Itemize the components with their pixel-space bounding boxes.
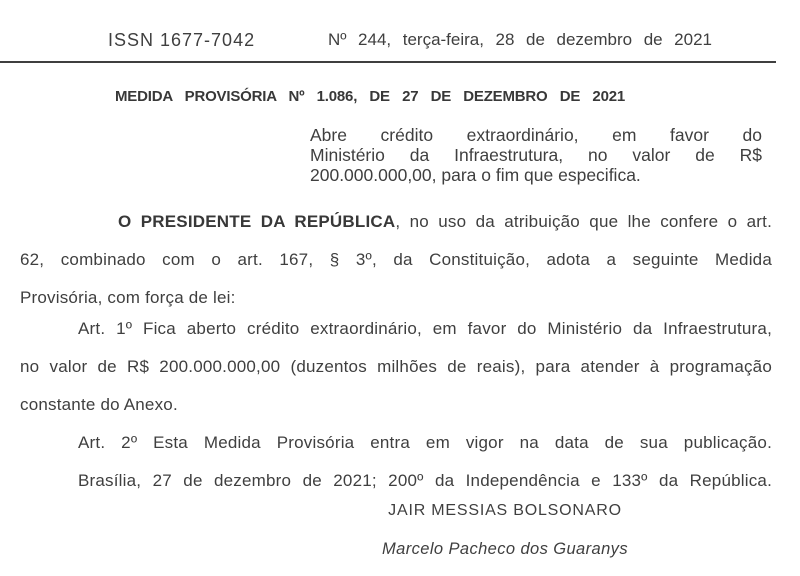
ementa-summary [310, 125, 762, 185]
preamble-line-1-rest: , no uso da atribuição que lhe confere o art. [395, 212, 772, 231]
issn-label: ISSN 1677-7042 [108, 30, 256, 50]
dateline-text: Brasília, 27 de dezembro de 2021; 200º da Independência e 133º da República. [78, 471, 772, 490]
signature-president: JAIR MESSIAS BOLSONARO [388, 502, 622, 519]
article-2-line: Art. 2º Esta Medida Provisória entra em vigor na data de sua publicação. [78, 433, 772, 452]
article-1-paragraph [20, 310, 772, 424]
preamble-line-3: Provisória, com força de lei: [20, 288, 236, 307]
dateline-paragraph [20, 462, 772, 500]
signature-secretary: Marcelo Pacheco dos Guaranys [382, 540, 628, 558]
article-1-line-1: Art. 1º Fica aberto crédito extraordinário, em favor do Ministério da Infraestrutura, [78, 319, 772, 338]
act-title: MEDIDA PROVISÓRIA Nº 1.086, DE 27 DE DEZEMBRO DE 2021 [115, 88, 625, 105]
article-1-line-3: constante do Anexo. [20, 395, 178, 414]
article-1-line-2: no valor de R$ 200.000.000,00 (duzentos milhões de reais), para atender à programação [20, 357, 772, 376]
article-2-paragraph [20, 424, 772, 462]
ementa-line-2: Ministério da Infraestrutura, no valor de R$ [310, 145, 762, 165]
preamble-lead: O PRESIDENTE DA REPÚBLICA [118, 212, 396, 231]
edition-date-label: Nº 244, terça-feira, 28 de dezembro de 2021 [328, 30, 712, 49]
preamble-paragraph [20, 203, 772, 317]
ementa-line-3: 200.000.000,00, para o fim que especifica. [310, 165, 641, 185]
preamble-line-2: 62, combinado com o art. 167, § 3º, da Constituição, adota a seguinte Medida [20, 250, 772, 269]
preamble-line-1 [20, 203, 772, 241]
ementa-line-1: Abre crédito extraordinário, em favor do [310, 125, 762, 145]
header-divider [0, 61, 776, 63]
